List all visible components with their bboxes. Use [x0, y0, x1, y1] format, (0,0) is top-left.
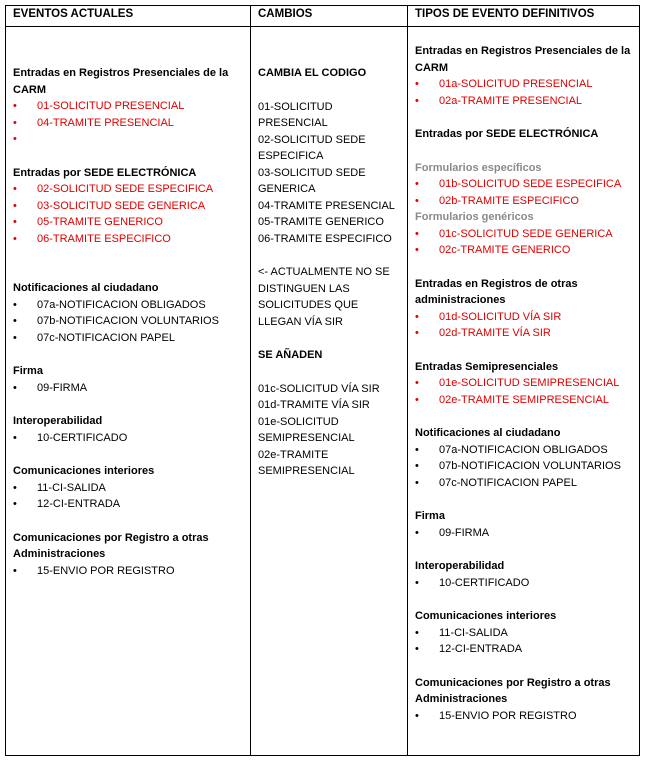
section-heading: Entradas Semipresenciales: [415, 360, 559, 373]
column-cambios: [251, 27, 408, 756]
list-item: • 07a-NOTIFICACION OBLIGADOS: [13, 297, 243, 314]
note-text: <- ACTUALMENTE NO SE DISTINGUEN LAS SOLICITUDES QUE LLEGAN VÍA SIR: [258, 266, 390, 328]
list-item: • 03-SOLICITUD SEDE GENERICA: [13, 198, 243, 215]
section-heading: Comunicaciones por Registro a otras Administraciones: [13, 531, 209, 560]
list-item: • 06-TRAMITE ESPECIFICO: [13, 231, 243, 248]
section-heading: Comunicaciones interiores: [415, 610, 557, 622]
events-table: [5, 5, 640, 756]
list-item: • 07a-NOTIFICACION OBLIGADOS: [415, 442, 632, 459]
list-item: • 02d-TRAMITE VÍA SIR: [415, 325, 632, 342]
section-heading: Notificaciones al ciudadano: [13, 282, 159, 294]
list-item: • 07c-NOTIFICACION PAPEL: [415, 475, 632, 492]
list-item: • 07b-NOTIFICACION VOLUNTARIOS: [415, 458, 632, 475]
list-item: • 07c-NOTIFICACION PAPEL: [13, 330, 243, 347]
section-heading: Firma: [415, 510, 445, 522]
list-item: • 15-ENVIO POR REGISTRO: [13, 563, 243, 580]
list-item: • 02-SOLICITUD SEDE ESPECIFICA: [13, 181, 243, 198]
code-line: 05-TRAMITE GENERICO: [258, 216, 384, 228]
code-line: 01-SOLICITUD PRESENCIAL: [258, 100, 333, 129]
list-item: • 04-TRAMITE PRESENCIAL: [13, 115, 243, 132]
section-heading: Firma: [13, 365, 43, 377]
column-eventos-actuales: [6, 27, 251, 756]
list-item: • 15-ENVIO POR REGISTRO: [415, 708, 632, 725]
list-item: • 01b-SOLICITUD SEDE ESPECIFICA: [415, 176, 632, 193]
list-item: • 01a-SOLICITUD PRESENCIAL: [415, 76, 632, 93]
list-item: • 09-FIRMA: [13, 380, 243, 397]
list-item: • 02a-TRAMITE PRESENCIAL: [415, 93, 632, 110]
header-tipos-definitivos: TIPOS DE EVENTO DEFINITIVOS: [408, 6, 640, 27]
list-item: • 01c-SOLICITUD SEDE GENERICA: [415, 226, 632, 243]
code-line: 04-TRAMITE PRESENCIAL: [258, 199, 395, 212]
column-tipos-definitivos: [408, 27, 640, 756]
list-item: • 02e-TRAMITE SEMIPRESENCIAL: [415, 392, 632, 409]
list-item: • 05-TRAMITE GENERICO: [13, 214, 243, 231]
list-item: • 10-CERTIFICADO: [415, 575, 632, 592]
code-line: 01c-SOLICITUD VÍA SIR: [258, 382, 380, 395]
code-line: 01d-TRAMITE VÍA SIR: [258, 399, 370, 411]
list-item: • 02b-TRAMITE ESPECIFICO: [415, 193, 632, 210]
section-heading: Interoperabilidad: [415, 560, 505, 572]
section-heading: Entradas en Registros Presenciales de la CARM: [415, 45, 631, 74]
header-cambios: CAMBIOS: [251, 6, 408, 27]
code-line: 01e-SOLICITUD SEMIPRESENCIAL: [258, 415, 355, 444]
code-line: 06-TRAMITE ESPECIFICO: [258, 232, 392, 245]
section-heading: Entradas en Registros de otras administraciones: [415, 277, 578, 306]
list-item: • 11-CI-SALIDA: [13, 480, 243, 497]
section-heading: Notificaciones al ciudadano: [415, 427, 561, 439]
section-heading: Comunicaciones por Registro a otras Administraciones: [415, 676, 611, 705]
list-item: • 01e-SOLICITUD SEMIPRESENCIAL: [415, 375, 632, 392]
list-item: • 11-CI-SALIDA: [415, 625, 632, 642]
list-item: • 02c-TRAMITE GENERICO: [415, 242, 632, 259]
empty-bullet: [13, 131, 243, 148]
list-item: • 07b-NOTIFICACION VOLUNTARIOS: [13, 313, 243, 330]
code-line: 02e-TRAMITE SEMIPRESENCIAL: [258, 448, 355, 477]
header-eventos-actuales: EVENTOS ACTUALES: [6, 6, 251, 27]
list-item: • 01-SOLICITUD PRESENCIAL: [13, 98, 243, 115]
code-line: 03-SOLICITUD SEDE GENERICA: [258, 166, 366, 195]
list-item: • 01d-SOLICITUD VÍA SIR: [415, 309, 632, 326]
body-row: [6, 27, 640, 756]
header-row: [6, 6, 640, 27]
subsection-heading: Formularios genéricos: [415, 211, 534, 223]
list-item: • 12-CI-ENTRADA: [415, 641, 632, 658]
section-heading: Comunicaciones interiores: [13, 465, 155, 477]
section-heading: SE AÑADEN: [258, 349, 323, 361]
code-line: 02-SOLICITUD SEDE ESPECIFICA: [258, 133, 366, 162]
list-item: • 09-FIRMA: [415, 525, 632, 542]
section-heading: Entradas por SEDE ELECTRÓNICA: [13, 166, 197, 179]
list-item: • 10-CERTIFICADO: [13, 430, 243, 447]
section-heading: Interoperabilidad: [13, 415, 103, 427]
section-heading: Entradas en Registros Presenciales de la CARM: [13, 67, 229, 96]
subsection-heading: Formularios específicos: [415, 161, 542, 174]
section-heading: CAMBIA EL CODIGO: [258, 67, 367, 79]
list-item: • 12-CI-ENTRADA: [13, 496, 243, 513]
section-heading: Entradas por SEDE ELECTRÓNICA: [415, 128, 599, 140]
